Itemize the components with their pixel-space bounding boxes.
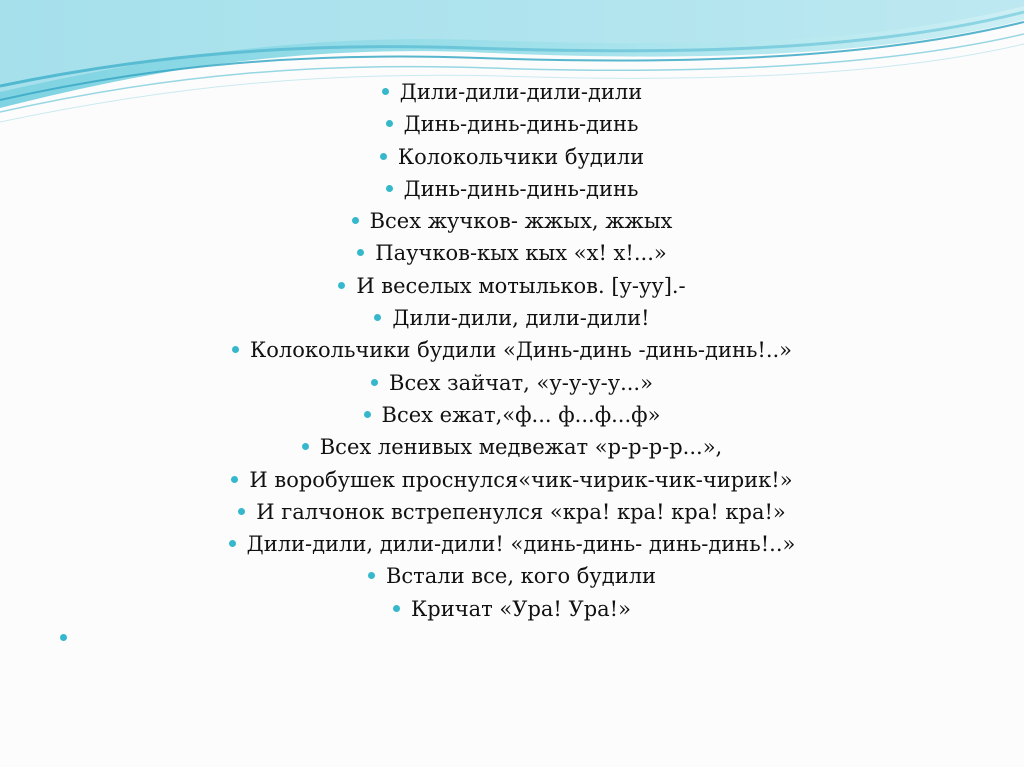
line-text: Кричат «Ура! Ура!»	[411, 596, 631, 621]
bullet-icon	[232, 346, 239, 353]
line-text: Колокольчики будили	[397, 144, 645, 169]
list-item	[0, 76, 1024, 108]
line-text: Всех жучков- жжых, жжых	[369, 209, 673, 234]
line-text: И галчонок встрепенулся «кра! кра! кра! кра!»	[256, 499, 786, 524]
list-item	[0, 431, 1024, 463]
bullet-icon	[302, 443, 309, 450]
list-item	[0, 367, 1024, 399]
bullet-icon	[231, 476, 238, 483]
list-item	[0, 560, 1024, 592]
poem-text-list	[0, 76, 1024, 625]
bullet-icon	[382, 88, 389, 95]
bullet-icon	[386, 185, 393, 192]
bullet-icon	[371, 379, 378, 386]
bullet-icon	[338, 282, 345, 289]
list-item	[0, 528, 1024, 560]
bullet-icon	[393, 605, 400, 612]
bullet-icon	[357, 249, 364, 256]
bullet-icon	[229, 540, 236, 547]
bullet-icon	[368, 572, 375, 579]
list-item	[0, 205, 1024, 237]
list-item	[0, 270, 1024, 302]
line-text: Встали все, кого будили	[385, 564, 657, 589]
list-item	[0, 496, 1024, 528]
list-item	[0, 141, 1024, 173]
line-text: Дили-дили, дили-дили!	[392, 306, 650, 331]
line-text: Динь-динь-динь-динь	[403, 112, 639, 137]
list-item	[0, 173, 1024, 205]
list-item	[0, 399, 1024, 431]
list-item	[0, 334, 1024, 366]
empty-bullet-icon	[60, 634, 67, 641]
line-text: Всех ленивых медвежат «р-р-р-р...»,	[319, 435, 723, 460]
line-text: Дили-дили-дили-дили	[399, 80, 643, 104]
line-text: Всех зайчат, «у-у-у-у...»	[389, 370, 653, 395]
line-text: Дили-дили, дили-дили! «динь-динь- динь-динь!..»	[246, 532, 796, 557]
line-text: И веселых мотыльков. [у-уу].-	[356, 273, 686, 298]
bullet-icon	[352, 217, 359, 224]
bullet-icon	[364, 411, 371, 418]
bullet-icon	[238, 508, 245, 515]
list-item	[0, 237, 1024, 269]
list-item	[0, 302, 1024, 334]
line-text: Всех ежат,«ф... ф...ф...ф»	[381, 402, 661, 427]
list-item	[0, 593, 1024, 625]
line-text: И воробушек проснулся«чик-чирик-чик-чирик!»	[249, 467, 793, 492]
bullet-icon	[386, 120, 393, 127]
line-text: Паучков-кых кых «х! х!...»	[375, 241, 667, 266]
list-item	[0, 464, 1024, 496]
bullet-icon	[380, 153, 387, 160]
line-text: Динь-динь-динь-динь	[403, 176, 639, 201]
line-text: Колокольчики будили «Динь-динь -динь-динь!..»	[249, 338, 793, 363]
list-item	[0, 108, 1024, 140]
bullet-icon	[374, 314, 381, 321]
